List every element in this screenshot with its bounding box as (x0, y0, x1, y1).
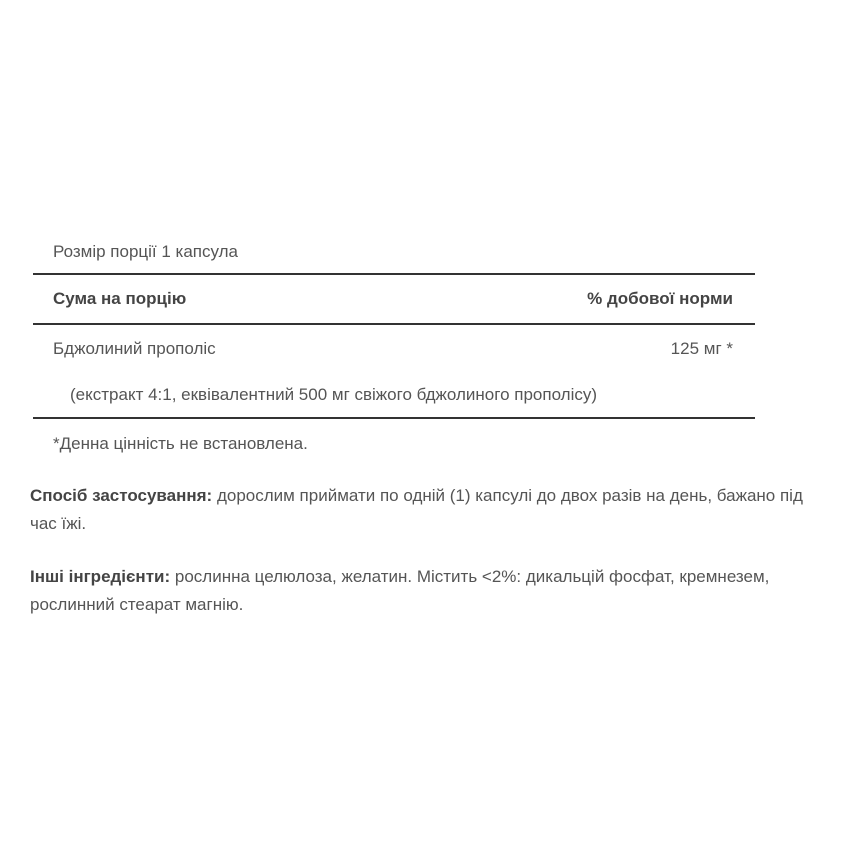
usage-text: дорослим приймати по одній (1) капсулі до двох разів на день, бажано під час їжі. (30, 486, 803, 533)
usage-paragraph (30, 482, 830, 538)
table-header (33, 275, 755, 325)
amount-per-serving-header: Сума на порцію (53, 289, 187, 308)
nutrient-amount: 125 мг * (670, 339, 733, 358)
footnote: *Денна цінність не встановлена. (53, 434, 308, 453)
nutrient-detail: (екстракт 4:1, еквівалентний 500 мг свіжого бджолиного прополісу) (33, 373, 755, 419)
nutrient-name: Бджолиний прополіс (53, 339, 216, 358)
supplement-facts-table (33, 233, 755, 469)
ingredients-text: рослинна целюлоза, желатин. Містить <2%: дикальцій фосфат, кремнезем, рослинний стеарат магнію. (30, 567, 770, 614)
usage-label: Спосіб застосування: (30, 486, 213, 505)
ingredients-label: Інші інгредієнти: (30, 567, 171, 586)
serving-size: Розмір порції 1 капсула (33, 233, 755, 275)
table-row (33, 325, 755, 373)
ingredients-paragraph (30, 563, 830, 619)
daily-value-header: % добової норми (587, 289, 733, 308)
